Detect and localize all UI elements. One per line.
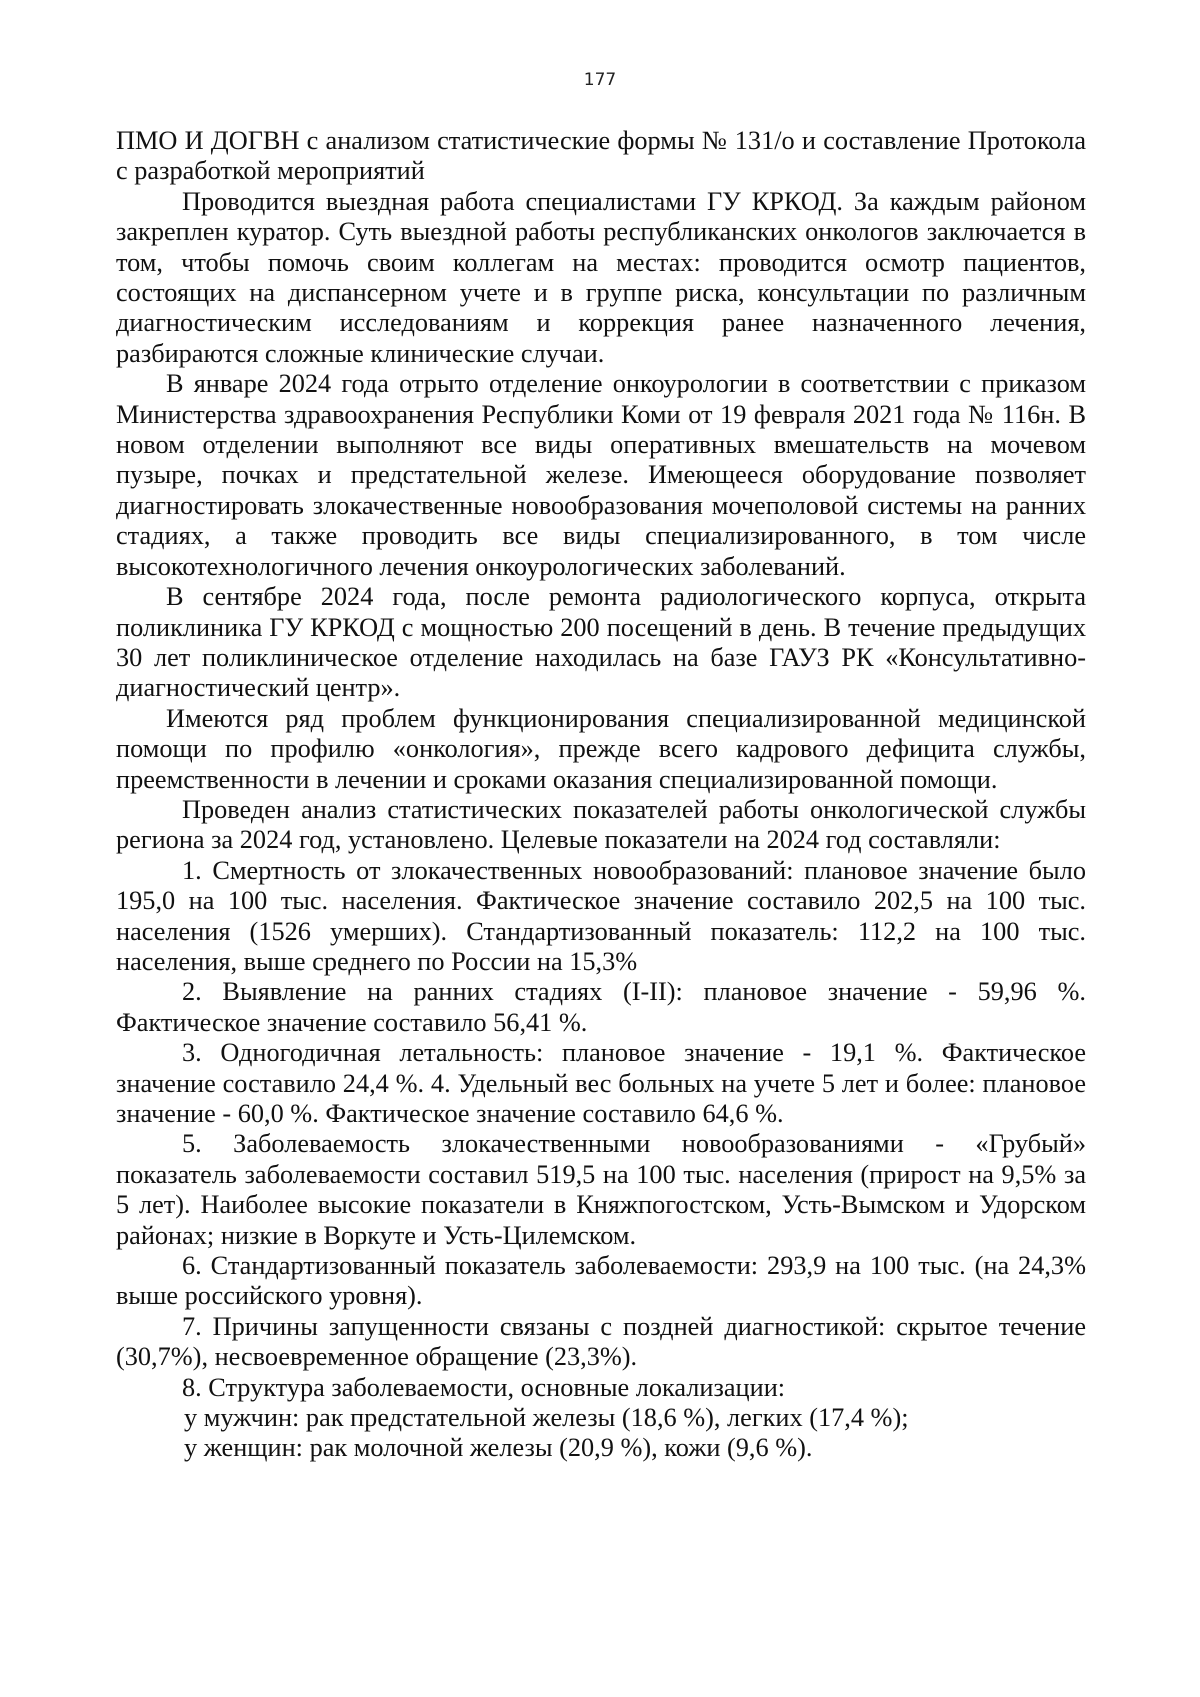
structure-women-line: у женщин: рак молочной железы (20,9 %), кожи (9,6 %). [184,1433,813,1463]
paragraph-oncourology-department: В январе 2024 года отрыто отделение онкоурологии в соответствии с приказом Министерства здравоохранения Республики Коми от 19 февраля 2021 года № 116н. В новом отделении выполняют все виды оперативных вмешательств на мочевом пузыре, почках и предстательной железе. Имеющееся оборудование позволяет диагностировать злокачественные новообразования мочеполовой системы на ранних стадиях, а также проводить все виды специализированного, в том числе высокотехнологичного лечения онкоурологических заболеваний. [116,369,1086,581]
paragraph-field-work: Проводится выездная работа специалистами ГУ КРКОД. За каждым районом закреплен куратор. Суть выездной работы республиканских онкологов заключается в том, чтобы помочь своим коллегам на местах: проводится осмотр пациентов, состоящих на диспансерном учете и в группе риска, консультации по различным диагностическим исследованиям и коррекция ранее назначенного лечения, разбираются сложные клинические случаи. [116,186,1086,368]
list-item-one-year-lethality: 3. Одногодичная летальность: плановое значение - 19,1 %. Фактическое значение составило 24,4 %. 4. Удельный вес больных на учете 5 лет и более: плановое значение - 60,0 %. Фактическое значение составило 64,6 %. [116,1038,1086,1128]
paragraph-analysis-intro: Проведен анализ статистических показателей работы онкологической службы региона за 2024 год, установлено. Целевые показатели на 2024 год составляли: [116,794,1086,855]
list-item-incidence-structure: 8. Структура заболеваемости, основные локализации: [182,1372,786,1402]
page-number: 177 [583,70,617,90]
list-item-neglect-causes: 7. Причины запущенности связаны с поздней диагностикой: скрытое течение (30,7%), несвоевременное обращение (23,3%). [116,1311,1086,1372]
list-item-mortality: 1. Смертность от злокачественных новообразований: плановое значение было 195,0 на 100 тыс. населения. Фактическое значение составило 202,5 на 100 тыс. населения (1526 умерших). Стандартизованный показатель: 112,2 на 100 тыс. населения, выше среднего по России на 15,3% [116,855,1086,976]
paragraph-polyclinic-opening: В сентябре 2024 года, после ремонта радиологического корпуса, открыта поликлиника ГУ КРКОД с мощностью 200 посещений в день. В течение предыдущих 30 лет поликлиническое отделение находилась на базе ГАУЗ РК «Консультативно-диагностический центр». [116,582,1086,703]
list-item-incidence: 5. Заболеваемость злокачественными новообразованиями - «Грубый» показатель заболеваемости составил 519,5 на 100 тыс. населения (прирост на 9,5% за 5 лет). Наиболее высокие показатели в Княжпогостском, Усть-Вымском и Удорском районах; низкие в Воркуте и Усть-Цилемском. [116,1129,1086,1250]
list-item-early-detection: 2. Выявление на ранних стадиях (I-II): плановое значение - 59,96 %. Фактическое значение составило 56,41 %. [116,977,1086,1037]
document-body [116,126,1086,1464]
list-item-standardized-incidence: 6. Стандартизованный показатель заболеваемости: 293,9 на 100 тыс. (на 24,3% выше российского уровня). [116,1251,1086,1311]
structure-men-line: у мужчин: рак предстательной железы (18,6 %), легких (17,4 %); [184,1403,909,1433]
paragraph-problems: Имеются ряд проблем функционирования специализированной медицинской помощи по профилю «онкология», прежде всего кадрового дефицита службы, преемственности в лечении и сроками оказания специализированной помощи. [116,703,1086,794]
paragraph-intro-continuation: ПМО И ДОГВН с анализом статистические формы № 131/о и составление Протокола с разработкой мероприятий [116,126,1086,186]
